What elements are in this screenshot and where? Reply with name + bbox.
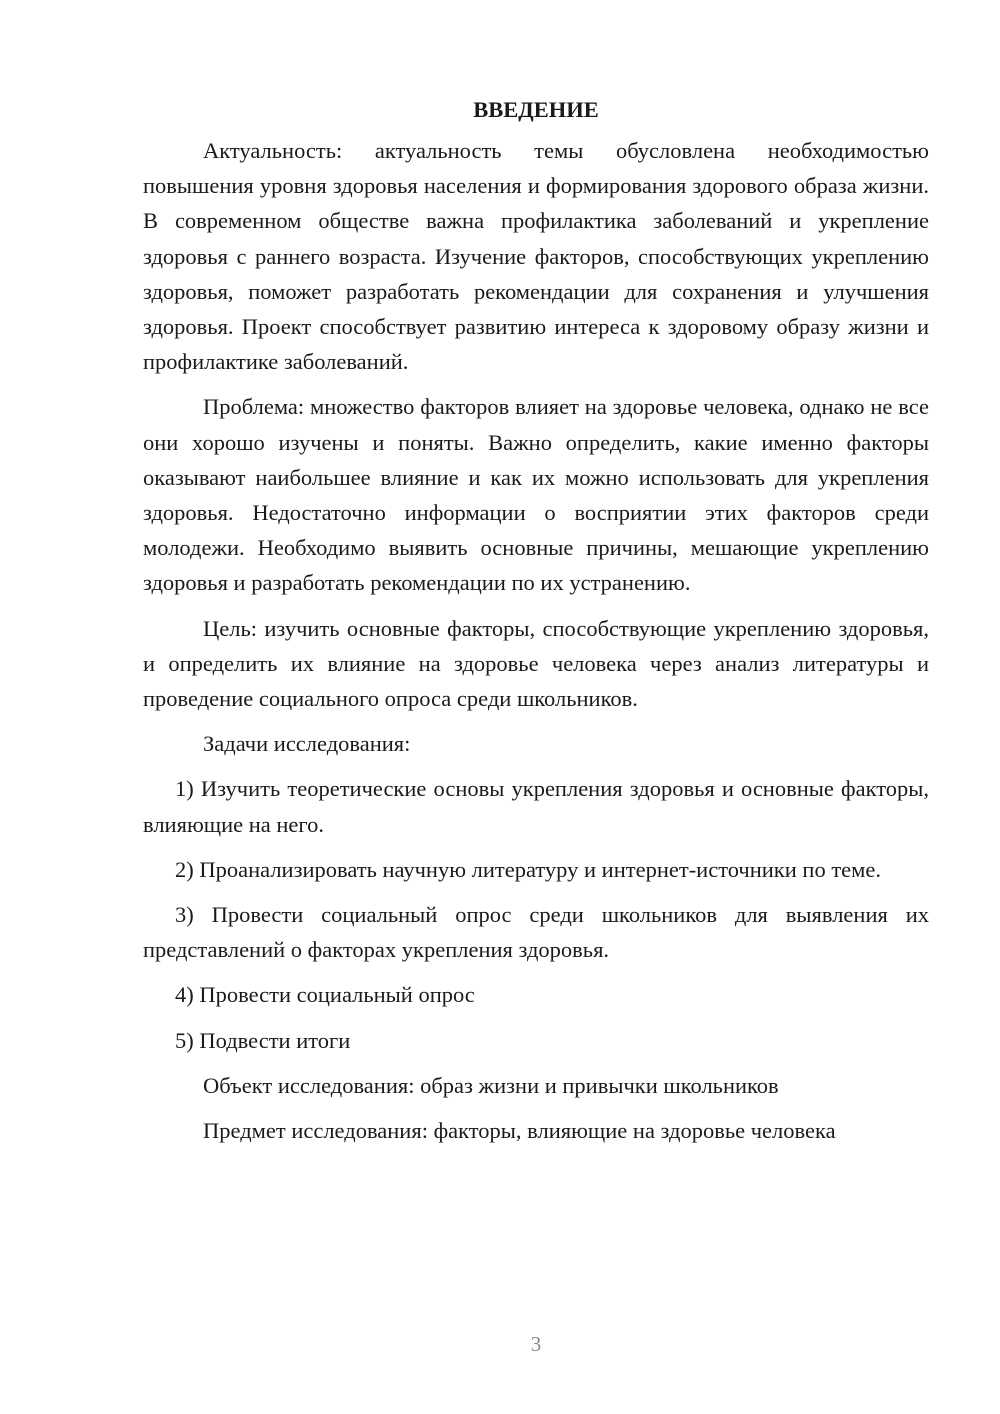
task-item-5: 5) Подвести итоги <box>175 1027 351 1053</box>
section-title: ВВЕДЕНИЕ <box>473 97 599 122</box>
task-item-3: 3) Провести социальный опрос среди школьников для выявления их представлений о факторах укрепления здоровья. <box>143 902 929 963</box>
paragraph-relevance: Актуальность: актуальность темы обусловлена необходимостью повышения уровня здоровья населения и формирования здорового образа жизни. В современном обществе важна профилактика заболеваний и укрепление здоровья с раннего возраста. Изучение факторов, способствующих укреплению здоровья, поможет разработать рекомендации для сохранения и улучшения здоровья. Проект способствует развитию интереса к здоровому образу жизни и профилактике заболеваний. <box>143 138 929 375</box>
tasks-heading: Задачи исследования: <box>203 731 411 757</box>
research-object: Объект исследования: образ жизни и привычки школьников <box>203 1072 779 1098</box>
page-number: 3 <box>530 1332 542 1356</box>
page-body <box>143 92 929 1158</box>
task-item-1: 1) Изучить теоретические основы укрепления здоровья и основные факторы, влияющие на него. <box>143 776 929 837</box>
research-subject: Предмет исследования: факторы, влияющие на здоровье человека <box>203 1118 836 1144</box>
paragraph-goal: Цель: изучить основные факторы, способствующие укреплению здоровья, и определить их влияние на здоровье человека через анализ литературы и проведение социального опроса среди школьников. <box>143 615 929 712</box>
task-item-4: 4) Провести социальный опрос <box>175 982 475 1008</box>
task-item-2: 2) Проанализировать научную литературу и интернет-источники по теме. <box>175 856 881 882</box>
paragraph-problem: Проблема: множество факторов влияет на здоровье человека, однако не все они хорошо изучены и поняты. Важно определить, какие именно факторы оказывают наибольшее влияние и как их можно использовать для укрепления здоровья. Недостаточно информации о восприятии этих факторов среди молодежи. Необходимо выявить основные причины, мешающие укреплению здоровья и разработать рекомендации по их устранению. <box>143 394 929 596</box>
